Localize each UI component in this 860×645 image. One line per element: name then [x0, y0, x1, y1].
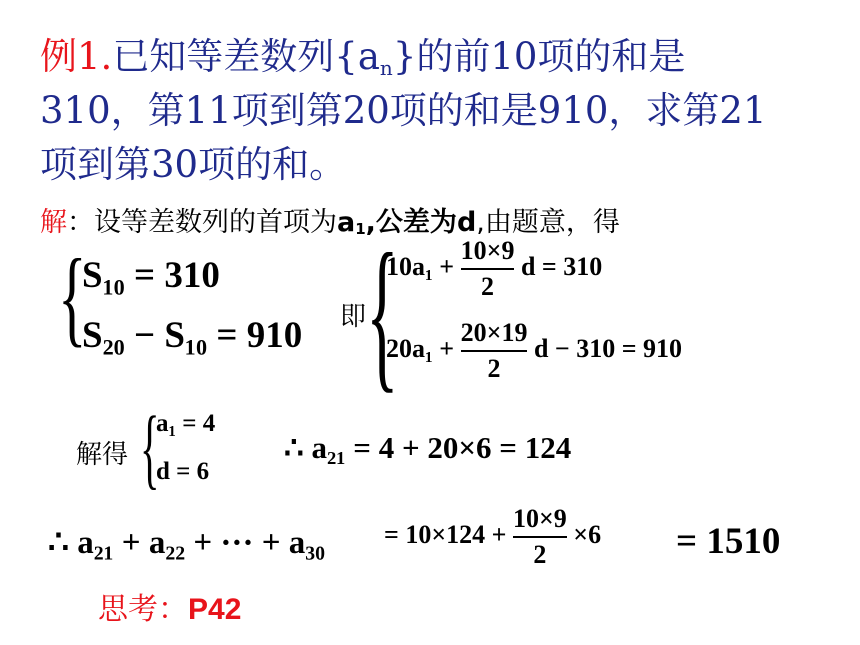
a21-line: ∴ a₂₁ = 4 + 20×6 = 124	[284, 430, 572, 465]
solution-text-a: 设等差数列的首项为	[94, 207, 337, 238]
example-label: 例1.	[40, 35, 113, 78]
system2-eq1-num: 10×9	[460, 236, 515, 265]
system2-eq1-den: 2	[481, 272, 495, 301]
think-label: 思考：	[98, 592, 188, 627]
solution-text-b: ,公差为	[365, 207, 457, 238]
system2-eq2-fraction	[461, 318, 528, 384]
system2-eq2-right: d − 310 = 910	[533, 333, 683, 363]
system2-eq1-left: 10a₁ +	[386, 251, 455, 281]
left-brace-solution: {	[140, 399, 160, 498]
system2-eq1-right: d = 310	[520, 251, 603, 281]
problem-line-1	[40, 35, 686, 80]
equivalent-label: 即	[340, 302, 367, 332]
subscript-n: n	[379, 56, 393, 80]
fraction-bar	[513, 536, 567, 538]
sum-frac-den: 2	[533, 540, 547, 569]
problem-text-1b: }的前10项的和是	[392, 35, 686, 78]
var-d: d	[456, 207, 477, 238]
sum-lhs: ∴ a₂₁ + a₂₂ + ··· + a₃₀	[48, 525, 326, 561]
think-line	[98, 584, 241, 628]
sum-mid-right: ×6	[573, 519, 602, 549]
sum-mid-left: = 10×124 +	[384, 519, 507, 549]
solve-label: 解得	[76, 440, 129, 470]
problem-line-2: 310，第11项到第20项的和是910，求第21	[40, 89, 767, 132]
sum-middle	[384, 504, 601, 570]
system1-eq2: S₂₀ − S₁₀ = 910	[82, 315, 303, 356]
solution-colon: ：	[67, 207, 94, 238]
system2-eq2-den: 2	[487, 354, 501, 383]
system2-eq2	[386, 318, 682, 384]
left-brace-system-2: {	[366, 219, 399, 407]
think-page: P42	[188, 593, 242, 626]
system1-eq1: S₁₀ = 310	[82, 255, 220, 296]
solution-d: d = 6	[156, 458, 210, 485]
var-a: a	[337, 207, 356, 238]
system2-eq1-fraction	[461, 236, 515, 302]
system2-eq1	[386, 236, 602, 302]
solution-a1: a₁ = 4	[156, 410, 216, 437]
solution-label: 解	[40, 207, 67, 238]
fraction-bar	[461, 268, 515, 270]
problem-text-1: 已知等差数列{a	[112, 35, 380, 78]
left-brace-system-1: {	[58, 238, 87, 357]
system2-eq2-left: 20a₁ +	[386, 333, 455, 363]
sum-frac-num: 10×9	[512, 504, 567, 533]
sum-result: = 1510	[676, 521, 781, 562]
subscript-1: 1	[355, 220, 366, 238]
sum-fraction	[513, 504, 567, 570]
system2-eq2-num: 20×19	[460, 318, 528, 347]
solution-text-c: ,由题意，得	[476, 207, 620, 238]
solution-line	[40, 200, 620, 239]
fraction-bar	[461, 350, 528, 352]
problem-line-3: 项到第30项的和。	[40, 143, 347, 186]
